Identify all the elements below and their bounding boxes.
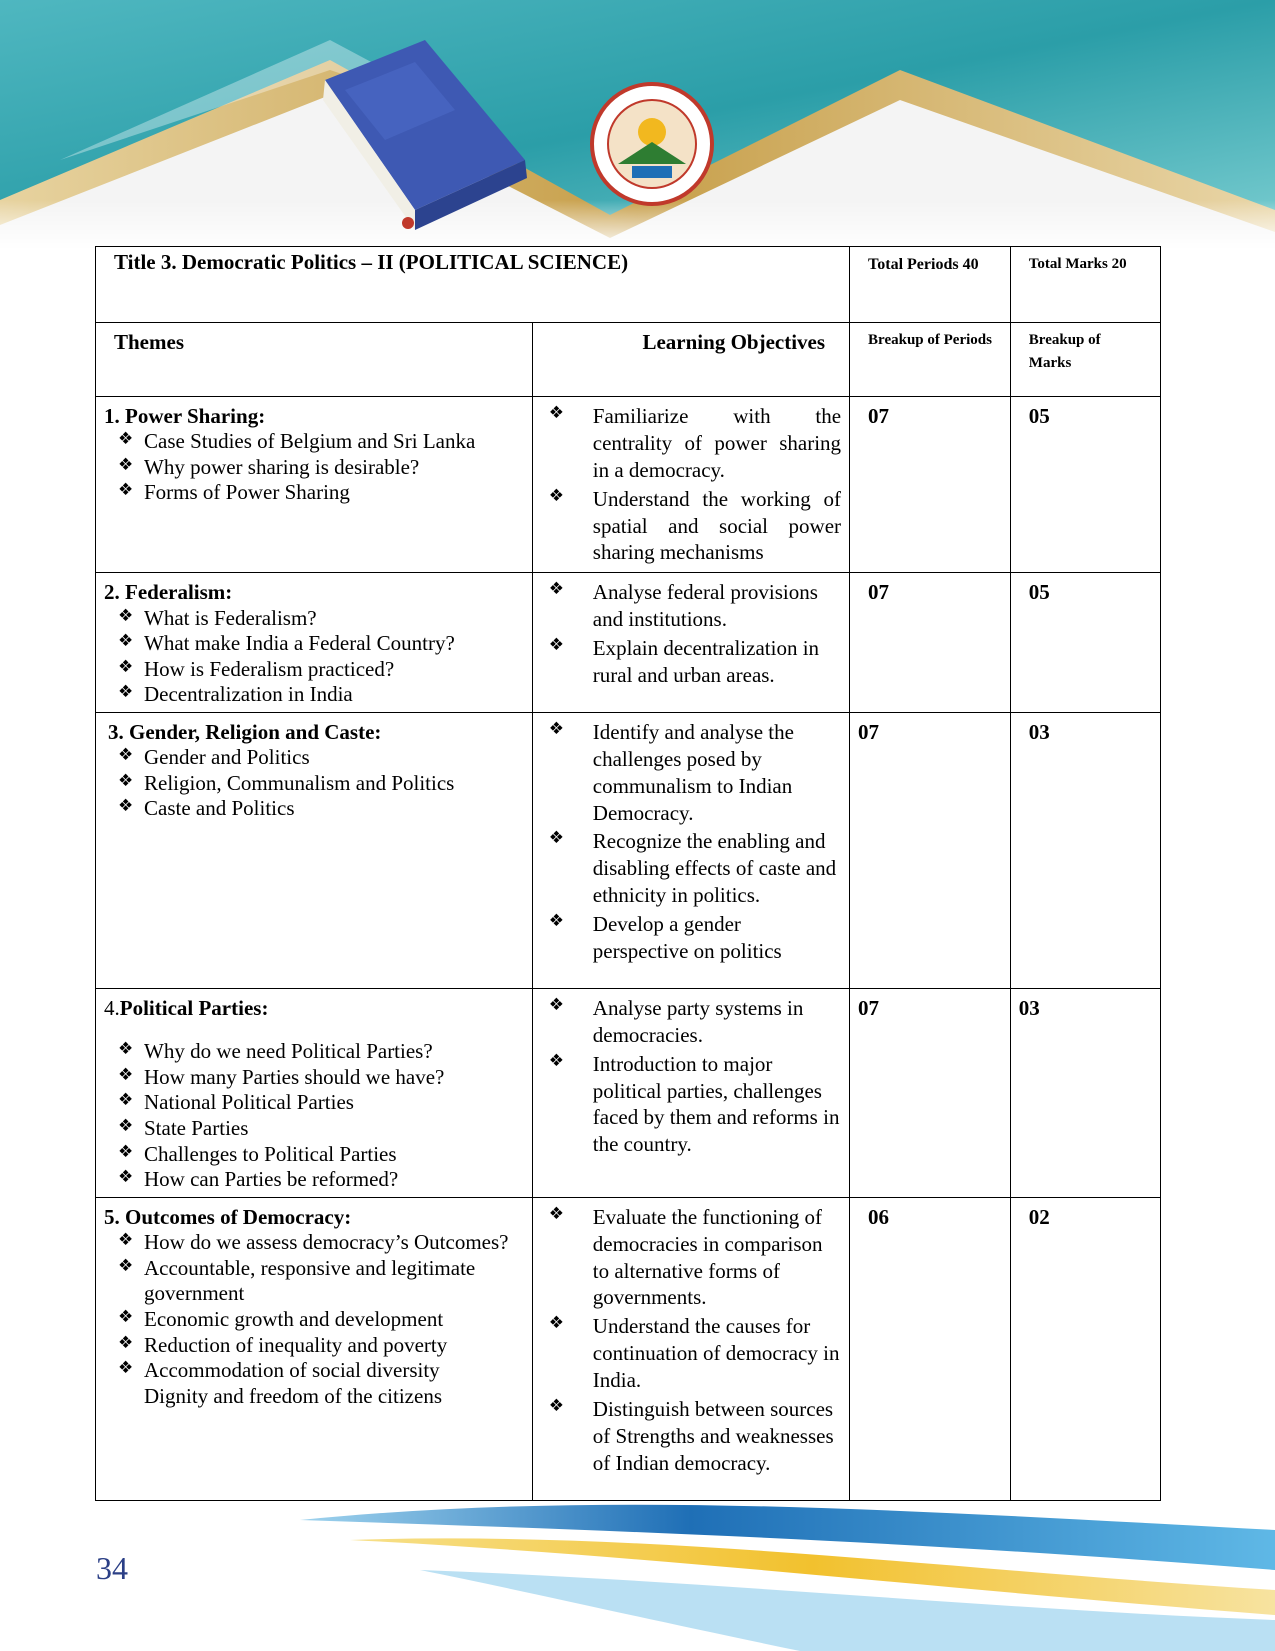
objective-item: ❖ Distinguish between sources of Strengths and weaknesses of Indian democracy. [549, 1396, 841, 1477]
table-row [96, 573, 1161, 713]
syllabus-book-icon [305, 40, 535, 240]
marks-value: 03 [1010, 712, 1160, 988]
objective-item: ❖ Recognize the enabling and disabling effects of caste and ethnicity in politics. [549, 828, 841, 909]
marks-value: 02 [1010, 1197, 1160, 1500]
list-item: ❖ How many Parties should we have? [118, 1065, 524, 1091]
objective-item: ❖ Explain decentralization in rural and urban areas. [549, 635, 841, 689]
table-row [96, 712, 1161, 988]
objective-item: ❖ Develop a gender perspective on politics [549, 911, 841, 965]
marks-value: 03 [1010, 988, 1160, 1197]
list-item: ❖ Caste and Politics [118, 796, 524, 822]
objectives-cell [532, 712, 849, 988]
list-item: ❖ Reduction of inequality and poverty [118, 1333, 524, 1359]
list-item: ❖ Case Studies of Belgium and Sri Lanka [118, 429, 524, 455]
title-row [96, 247, 1161, 323]
list-item: ❖ Why do we need Political Parties? [118, 1039, 524, 1065]
table-row [96, 397, 1161, 573]
periods-value: 07 [850, 988, 1011, 1197]
theme-cell [96, 712, 533, 988]
page-number: 34 [96, 1550, 128, 1586]
theme-title: 1. Power Sharing: [104, 404, 266, 428]
table-row [96, 988, 1161, 1197]
list-item: ❖ Forms of Power Sharing [118, 480, 524, 506]
list-item: ❖ How can Parties be reformed? [118, 1167, 524, 1193]
list-item: ❖ Accountable, responsive and legitimate government [118, 1256, 524, 1307]
header-periods: Breakup of Periods [850, 323, 1011, 397]
header-objectives: Learning Objectives [532, 323, 849, 397]
theme-title [104, 995, 524, 1021]
marks-value: 05 [1010, 397, 1160, 573]
objectives-cell [532, 397, 849, 573]
list-item-continuation: Dignity and freedom of the citizens [144, 1383, 442, 1408]
list-item: ❖ How do we assess democracy’s Outcomes? [118, 1230, 524, 1256]
list-item: ❖ Decentralization in India [118, 682, 524, 708]
periods-value: 07 [850, 573, 1011, 713]
marks-value: 05 [1010, 573, 1160, 713]
objective-item: ❖ Introduction to major political parties, challenges faced by them and reforms in the country. [549, 1051, 841, 1159]
table-title: Title 3. Democratic Politics – II (POLITICAL SCIENCE) [96, 247, 850, 323]
header-marks-text: Breakup of Marks [1028, 332, 1101, 371]
theme-title-text: Political Parties: [119, 995, 269, 1020]
objective-item: ❖ Analyse party systems in democracies. [549, 995, 841, 1049]
theme-cell [96, 573, 533, 713]
board-seal-icon [588, 80, 716, 208]
list-item: ❖ Economic growth and development [118, 1307, 524, 1333]
theme-title: 2. Federalism: [104, 580, 233, 605]
periods-value: 07 [850, 712, 1011, 988]
header-themes: Themes [96, 323, 533, 397]
list-item: ❖ Religion, Communalism and Politics [118, 771, 524, 797]
list-item: ❖ Gender and Politics [118, 745, 524, 771]
objective-item: ❖ Familiarize with the centrality of power sharing in a democracy. [549, 403, 841, 484]
objective-item: ❖ Understand the working of spatial and social power sharing mechanisms [549, 486, 841, 567]
theme-title: 3. Gender, Religion and Caste: [108, 719, 382, 744]
list-item: ❖ Challenges to Political Parties [118, 1142, 524, 1168]
objectives-cell [532, 573, 849, 713]
theme-title: 5. Outcomes of Democracy: [104, 1204, 352, 1229]
list-item: ❖ State Parties [118, 1116, 524, 1142]
total-marks: Total Marks 20 [1010, 247, 1160, 323]
objectives-cell [532, 988, 849, 1197]
list-item: ❖ Why power sharing is desirable? [118, 455, 524, 481]
objectives-cell [532, 1197, 849, 1500]
theme-cell [96, 988, 533, 1197]
periods-value: 07 [850, 397, 1011, 573]
list-item: ❖ What make India a Federal Country? [118, 631, 524, 657]
list-item: ❖ What is Federalism? [118, 606, 524, 632]
footer-wave [0, 1500, 1275, 1651]
objective-item: ❖ Analyse federal provisions and institutions. [549, 579, 841, 633]
syllabus-table [95, 246, 1161, 1501]
theme-cell [96, 397, 533, 573]
list-item: ❖ National Political Parties [118, 1090, 524, 1116]
list-item: ❖ Accommodation of social diversity [118, 1358, 524, 1384]
objective-item: ❖ Evaluate the functioning of democracies in comparison to alternative forms of governments. [549, 1204, 841, 1312]
header-marks [1010, 323, 1160, 397]
list-item: ❖ How is Federalism practiced? [118, 657, 524, 683]
periods-value: 06 [850, 1197, 1011, 1500]
theme-number: 4. [104, 995, 120, 1020]
table-row [96, 1197, 1161, 1500]
objective-item: ❖ Understand the causes for continuation of democracy in India. [549, 1313, 841, 1394]
total-periods: Total Periods 40 [850, 247, 1011, 323]
objective-item: ❖ Identify and analyse the challenges posed by communalism to Indian Democracy. [549, 719, 841, 827]
header-row [96, 323, 1161, 397]
theme-cell [96, 1197, 533, 1500]
